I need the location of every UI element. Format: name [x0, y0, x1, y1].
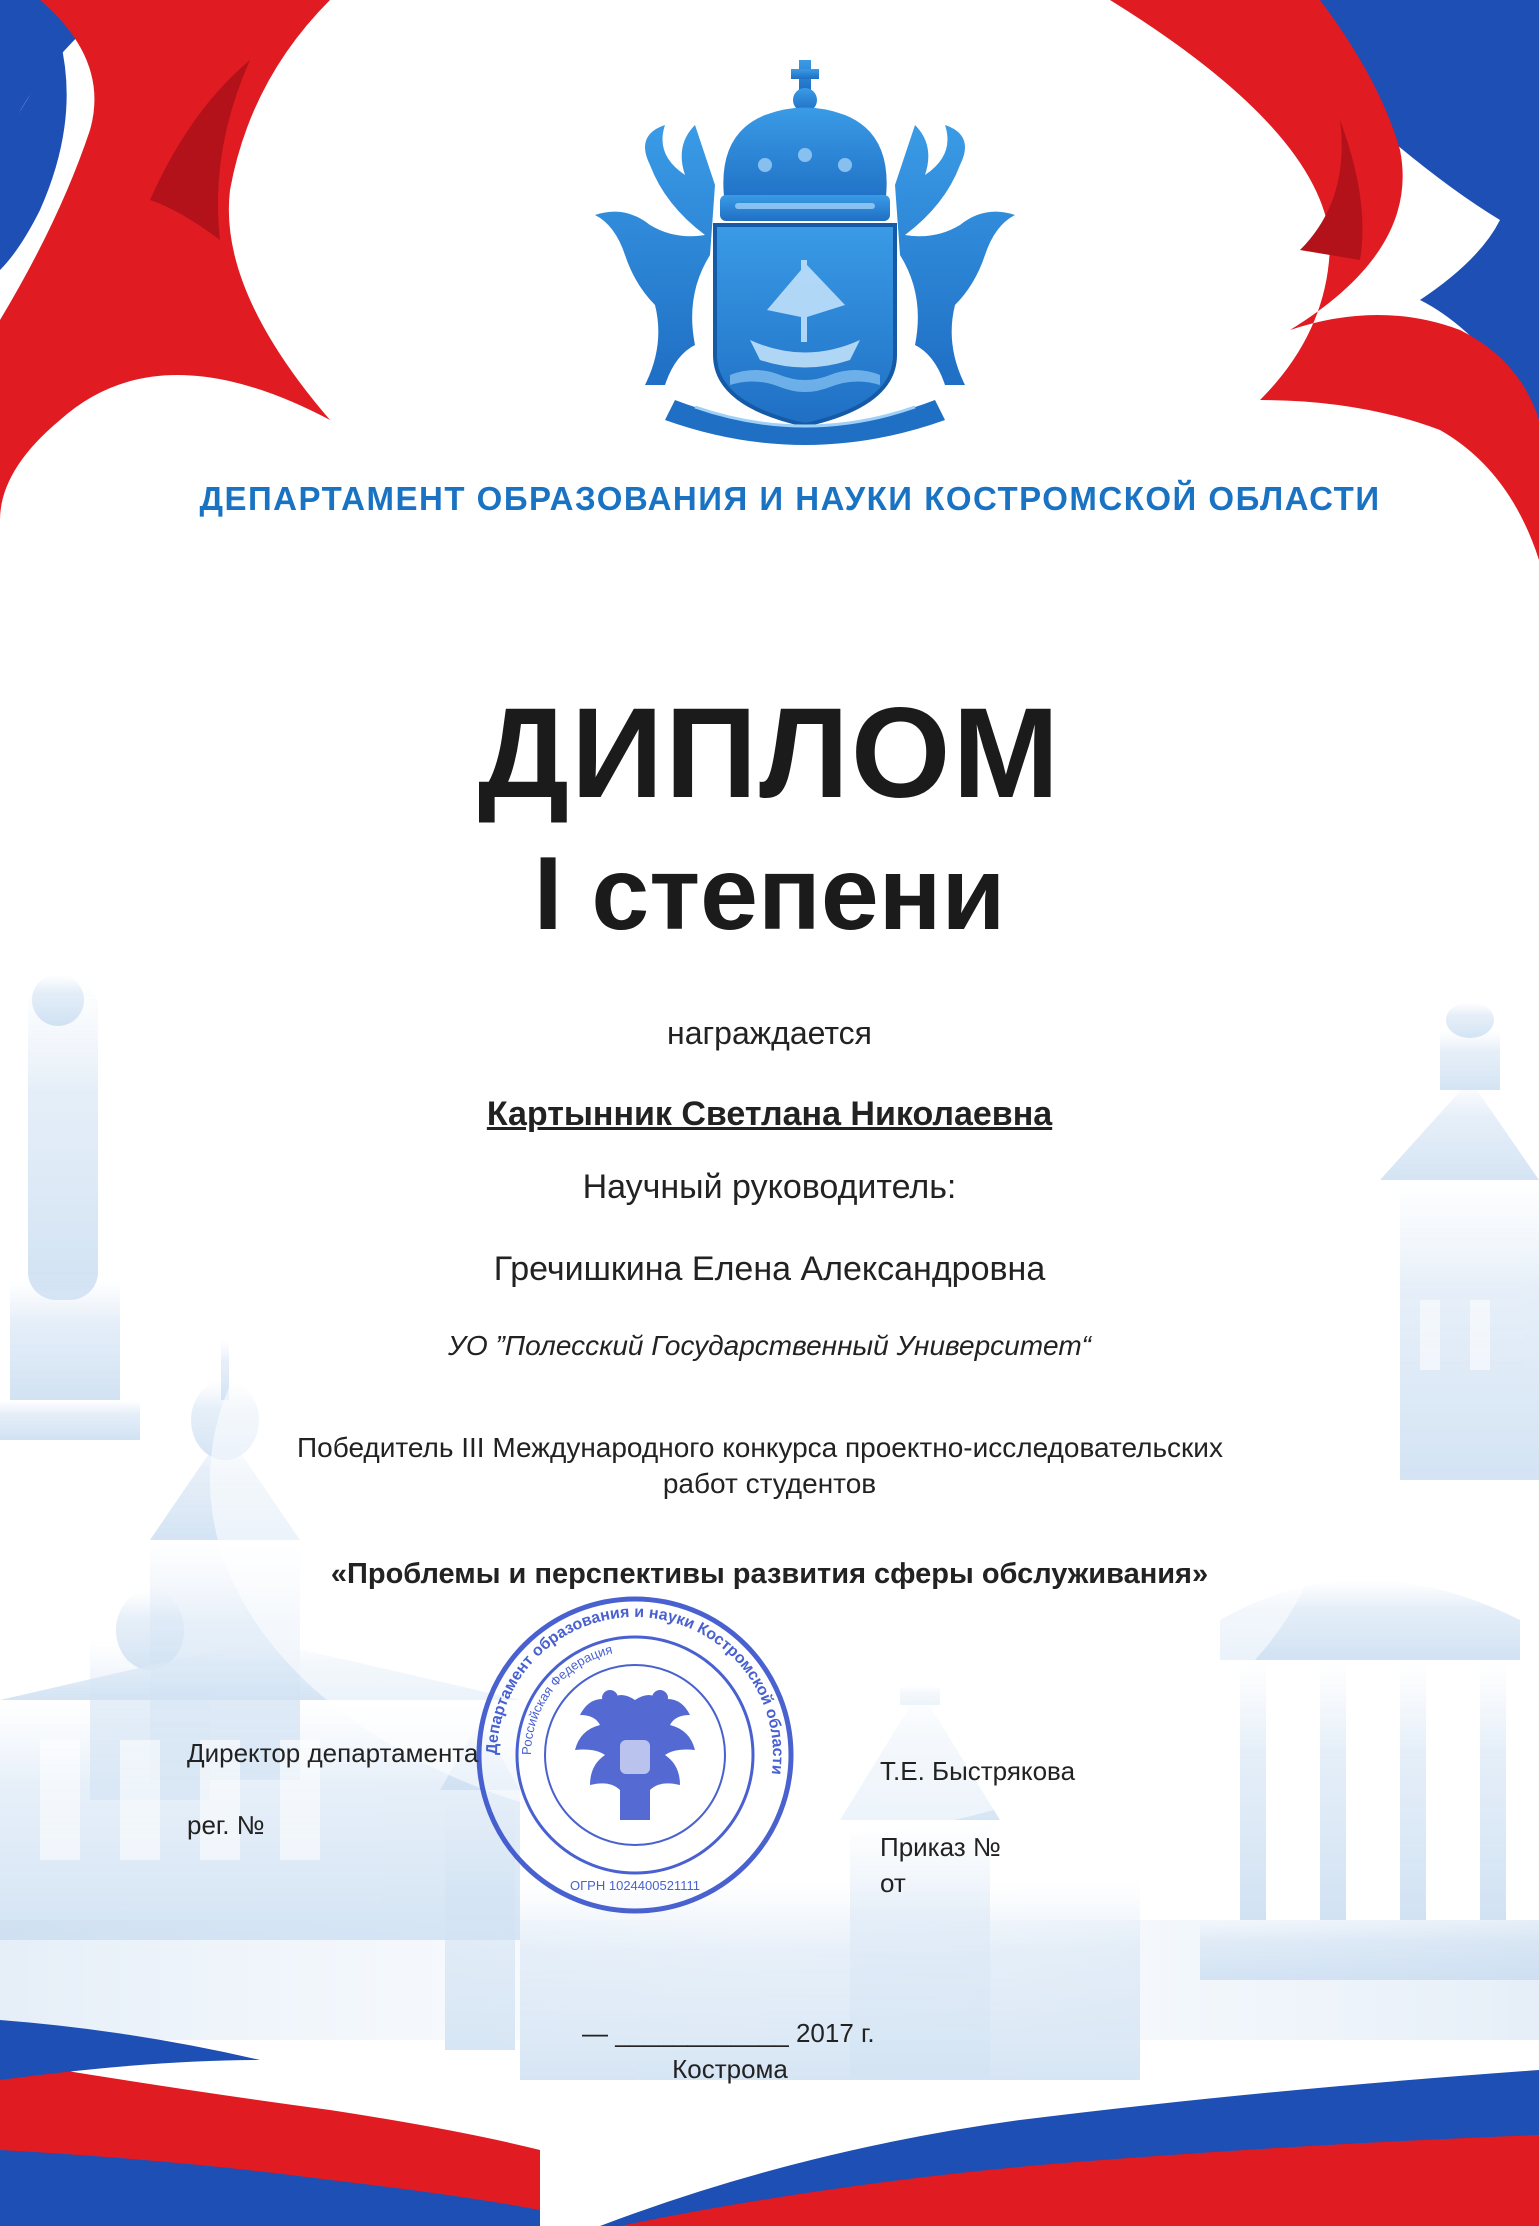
kostroma-coat-of-arms-icon — [555, 55, 1055, 465]
winner-line-1: Победитель III Международного конкурса проектно-исследовательских — [297, 1432, 1223, 1463]
seal-inner-text: Российская Федерация — [518, 1641, 614, 1756]
official-seal-icon — [470, 1590, 800, 1920]
department-name: ДЕПАРТАМЕНТ ОБРАЗОВАНИЯ И НАУКИ КОСТРОМСКОЙ ОБЛАСТИ — [199, 480, 1381, 517]
signer-name: Т.Е. Быстрякова — [880, 1756, 1076, 1786]
order-date-label: от — [880, 1868, 906, 1898]
supervisor-label: Научный руководитель: — [582, 1168, 957, 1206]
issue-city: Кострома — [672, 2054, 788, 2084]
awarded-label: награждается — [667, 1015, 872, 1051]
seal-ogrn: ОГРН 1024400521111 — [570, 1878, 700, 1893]
issue-date: — ____________ 2017 г. — [582, 2018, 875, 2048]
recipient-name: Картынник Светлана Николаевна — [486, 1095, 1053, 1133]
organization-name: УО ”Полесский Государственный Университет“ — [448, 1330, 1091, 1361]
seal-outer-text: Департамент образования и науки Костромской области — [483, 1603, 787, 1776]
contest-title: «Проблемы и перспективы развития сферы обслуживания» — [330, 1558, 1209, 1590]
reg-number-label: рег. № — [187, 1810, 265, 1840]
supervisor-name: Гречишкина Елена Александровна — [493, 1250, 1046, 1288]
diploma-degree: I степени — [533, 836, 1006, 952]
order-number-label: Приказ № — [880, 1832, 1001, 1862]
winner-line-2: работ студентов — [662, 1468, 877, 1499]
director-label: Директор департамента — [187, 1738, 479, 1768]
diploma-title: ДИПЛОМ — [477, 682, 1062, 825]
